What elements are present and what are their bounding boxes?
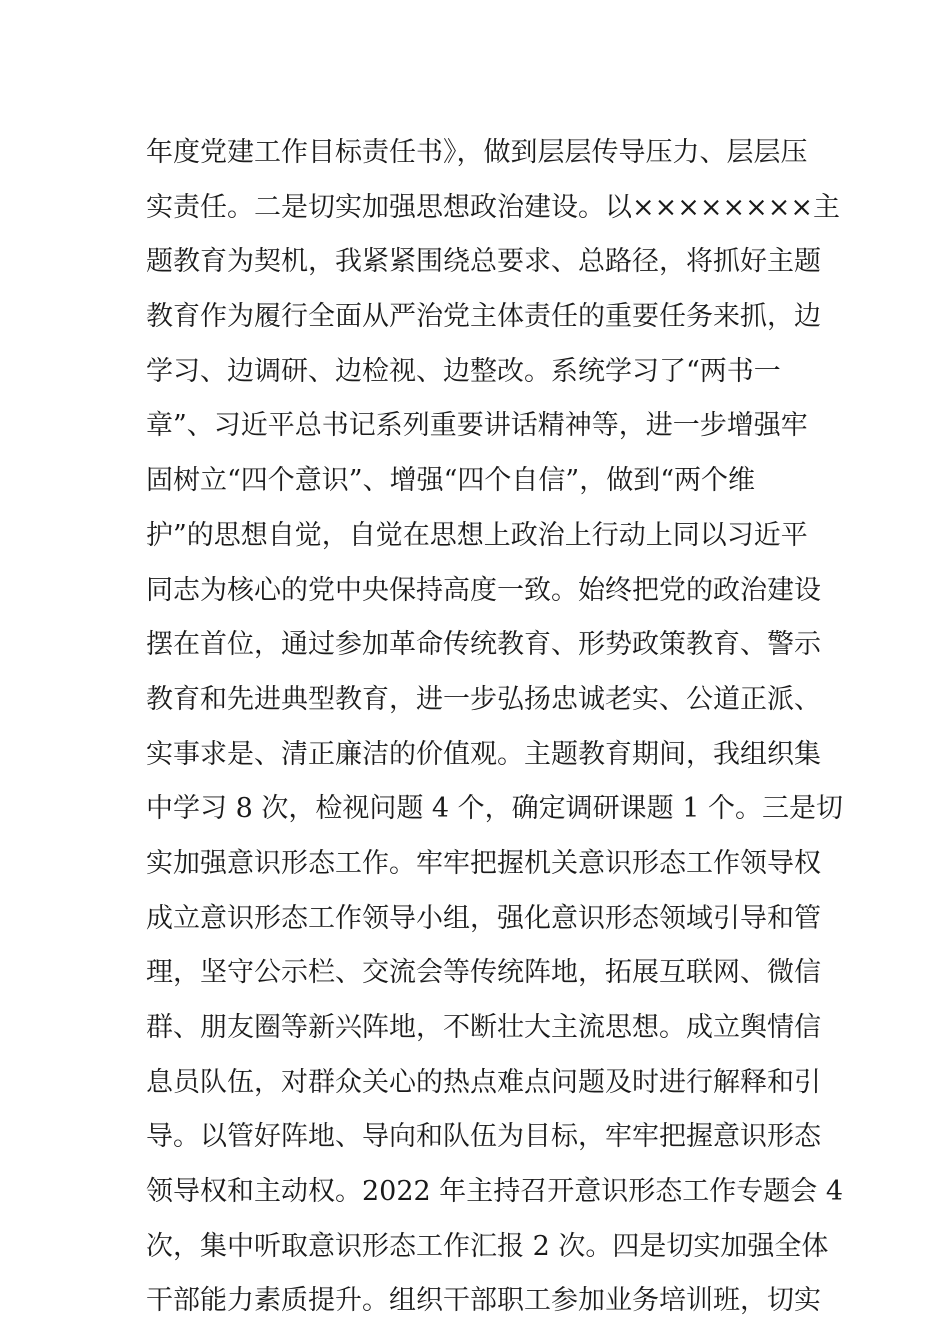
text-line: 年度党建工作目标责任书》，做到层层传导压力、层层压 xyxy=(146,137,808,168)
text-line: 实加强意识形态工作。牢牢把握机关意识形态工作领导权 xyxy=(146,847,821,879)
text-line: 次，集中听取意识形态工作汇报 2 次。四是切实加强全体 xyxy=(146,1230,829,1262)
text-line: 摆在首位，通过参加革命传统教育、形势政策教育、警示 xyxy=(146,629,821,661)
body-paragraph xyxy=(146,126,844,1329)
text-line: 中学习 8 次，检视问题 4 个，确定调研课题 1 个。三是切 xyxy=(146,793,844,825)
text-line: 实事求是、清正廉洁的价值观。主题教育期间，我组织集 xyxy=(146,738,821,770)
text-line: 导。以管好阵地、导向和队伍为目标，牢牢把握意识形态 xyxy=(146,1121,821,1153)
text-line: 固树立“四个意识”、增强“四个自信”，做到“两个维 xyxy=(146,465,756,497)
text-line: 干部能力素质提升。组织干部职工参加业务培训班，切实 xyxy=(146,1285,821,1317)
text-line: 护”的思想自觉，自觉在思想上政治上行动上同以习近平 xyxy=(146,519,808,551)
text-line: 题教育为契机，我紧紧围绕总要求、总路径，将抓好主题 xyxy=(146,246,821,278)
text-line: 章”、习近平总书记系列重要讲话精神等，进一步增强牢 xyxy=(146,410,808,442)
text-line: 学习、边调研、边检视、边整改。系统学习了“两书一 xyxy=(146,355,781,387)
text-line: 教育和先进典型教育，进一步弘扬忠诚老实、公道正派、 xyxy=(146,683,821,715)
text-line: 息员队伍，对群众关心的热点难点问题及时进行解释和引 xyxy=(146,1066,821,1098)
text-line: 领导权和主动权。2022 年主持召开意识形态工作专题会 4 xyxy=(146,1176,844,1208)
text-line: 理，坚守公示栏、交流会等传统阵地，拓展互联网、微信 xyxy=(146,957,821,989)
text-line: 同志为核心的党中央保持高度一致。始终把党的政治建设 xyxy=(146,574,821,606)
text-line: 成立意识形态工作领导小组，强化意识形态领域引导和管 xyxy=(146,902,821,934)
text-line: 群、朋友圈等新兴阵地，不断壮大主流思想。成立舆情信 xyxy=(146,1012,821,1043)
text-line: 实责任。二是切实加强思想政治建设。以××××××××主 xyxy=(146,191,840,223)
text-line: 教育作为履行全面从严治党主体责任的重要任务来抓，边 xyxy=(146,301,821,333)
